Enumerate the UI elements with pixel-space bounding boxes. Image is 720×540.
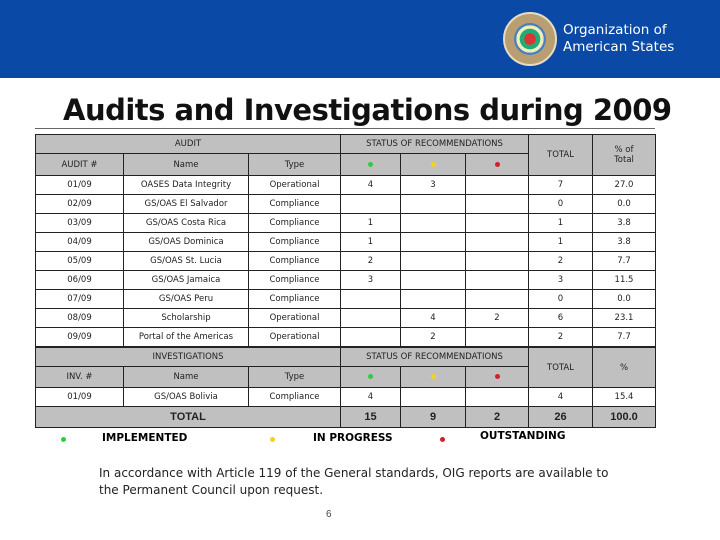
cell-g xyxy=(341,309,401,328)
cell-y xyxy=(401,195,466,214)
cell-y xyxy=(401,388,466,407)
page-number: 6 xyxy=(326,509,332,520)
implemented-legend-dot-icon xyxy=(61,437,66,442)
outstanding-dot-icon xyxy=(466,154,529,176)
table-row xyxy=(36,388,656,407)
cell-name: GS/OAS St. Lucia xyxy=(124,252,249,271)
investigations-group-header: INVESTIGATIONS xyxy=(36,348,341,367)
outstanding-dot-icon xyxy=(466,367,529,388)
legend-implemented: IMPLEMENTED xyxy=(102,432,188,444)
cell-num: 09/09 xyxy=(36,328,124,347)
cell-num: 03/09 xyxy=(36,214,124,233)
implemented-dot-icon xyxy=(341,154,401,176)
cell-num: 08/09 xyxy=(36,309,124,328)
cell-type: Compliance xyxy=(249,252,341,271)
cell-name: GS/OAS Jamaica xyxy=(124,271,249,290)
table-row xyxy=(36,309,656,328)
cell-r xyxy=(466,388,529,407)
cell-y xyxy=(401,214,466,233)
col-name: Name xyxy=(124,154,249,176)
cell-pct: 3.8 xyxy=(593,233,656,252)
cell-y: 2 xyxy=(401,328,466,347)
cell-num: 06/09 xyxy=(36,271,124,290)
cell-y xyxy=(401,290,466,309)
total-header: TOTAL xyxy=(529,348,593,388)
table-row xyxy=(36,271,656,290)
page-title: Audits and Investigations during 2009 xyxy=(63,93,672,127)
col-name: Name xyxy=(124,367,249,388)
totals-row xyxy=(36,407,656,428)
pct-header: % of Total xyxy=(593,135,656,176)
in-progress-dot-icon xyxy=(401,367,466,388)
table-row xyxy=(36,176,656,195)
col-inv-num: INV. # xyxy=(36,367,124,388)
org-name-line2: American States xyxy=(563,39,675,55)
cell-total: 2 xyxy=(529,252,593,271)
in-progress-legend-dot-icon xyxy=(270,437,275,442)
cell-g: 1 xyxy=(341,214,401,233)
cell-name: OASES Data Integrity xyxy=(124,176,249,195)
cell-type: Operational xyxy=(249,176,341,195)
table-row xyxy=(36,195,656,214)
table-row xyxy=(36,252,656,271)
cell-pct: 11.5 xyxy=(593,271,656,290)
cell-name: Scholarship xyxy=(124,309,249,328)
cell-pct: 7.7 xyxy=(593,328,656,347)
legend-in-progress: IN PROGRESS xyxy=(313,432,393,444)
cell-name: GS/OAS Costa Rica xyxy=(124,214,249,233)
cell-r xyxy=(466,233,529,252)
cell-y xyxy=(401,271,466,290)
cell-num: 07/09 xyxy=(36,290,124,309)
cell-r xyxy=(466,214,529,233)
cell-pct: 27.0 xyxy=(593,176,656,195)
cell-r xyxy=(466,195,529,214)
total-r: 2 xyxy=(466,407,529,428)
audits-table xyxy=(35,134,656,347)
cell-type: Compliance xyxy=(249,290,341,309)
status-header: STATUS OF RECOMMENDATIONS xyxy=(341,135,529,154)
totals-label: TOTAL xyxy=(36,407,341,428)
cell-name: Portal of the Americas xyxy=(124,328,249,347)
implemented-dot-icon xyxy=(341,367,401,388)
total-g: 15 xyxy=(341,407,401,428)
cell-type: Operational xyxy=(249,309,341,328)
table-row xyxy=(36,328,656,347)
cell-g: 1 xyxy=(341,233,401,252)
cell-pct: 0.0 xyxy=(593,195,656,214)
cell-type: Compliance xyxy=(249,195,341,214)
org-name-line1: Organization of xyxy=(563,22,667,38)
audit-group-header: AUDIT xyxy=(36,135,341,154)
cell-total: 0 xyxy=(529,290,593,309)
cell-g: 3 xyxy=(341,271,401,290)
cell-r xyxy=(466,176,529,195)
in-progress-dot-icon xyxy=(401,154,466,176)
pct-header: % xyxy=(593,348,656,388)
cell-g xyxy=(341,290,401,309)
cell-g xyxy=(341,195,401,214)
cell-type: Operational xyxy=(249,328,341,347)
col-audit-num: AUDIT # xyxy=(36,154,124,176)
cell-num: 04/09 xyxy=(36,233,124,252)
cell-type: Compliance xyxy=(249,271,341,290)
cell-total: 3 xyxy=(529,271,593,290)
cell-g: 4 xyxy=(341,388,401,407)
cell-y xyxy=(401,233,466,252)
cell-total: 6 xyxy=(529,309,593,328)
cell-y: 3 xyxy=(401,176,466,195)
status-header: STATUS OF RECOMMENDATIONS xyxy=(341,348,529,367)
cell-r: 2 xyxy=(466,309,529,328)
table-row xyxy=(36,233,656,252)
cell-total: 2 xyxy=(529,328,593,347)
cell-g: 2 xyxy=(341,252,401,271)
cell-type: Compliance xyxy=(249,233,341,252)
cell-pct: 7.7 xyxy=(593,252,656,271)
cell-total: 0 xyxy=(529,195,593,214)
cell-total: 1 xyxy=(529,214,593,233)
cell-type: Compliance xyxy=(249,388,341,407)
cell-name: GS/OAS Bolivia xyxy=(124,388,249,407)
cell-type: Compliance xyxy=(249,214,341,233)
cell-num: 01/09 xyxy=(36,388,124,407)
col-type: Type xyxy=(249,154,341,176)
cell-y xyxy=(401,252,466,271)
cell-total: 1 xyxy=(529,233,593,252)
total-y: 9 xyxy=(401,407,466,428)
total-total: 26 xyxy=(529,407,593,428)
outstanding-legend-dot-icon xyxy=(440,437,445,442)
table-row xyxy=(36,290,656,309)
total-header: TOTAL xyxy=(529,135,593,176)
org-name xyxy=(563,22,674,56)
cell-r xyxy=(466,271,529,290)
cell-r xyxy=(466,328,529,347)
cell-num: 01/09 xyxy=(36,176,124,195)
cell-name: GS/OAS Dominica xyxy=(124,233,249,252)
col-type: Type xyxy=(249,367,341,388)
total-pct: 100.0 xyxy=(593,407,656,428)
cell-y: 4 xyxy=(401,309,466,328)
cell-pct: 15.4 xyxy=(593,388,656,407)
footnote: In accordance with Article 119 of the General standards, OIG reports are available to the Permanent Council upon request. xyxy=(99,466,609,497)
title-divider xyxy=(35,128,655,129)
cell-g xyxy=(341,328,401,347)
cell-pct: 0.0 xyxy=(593,290,656,309)
cell-name: GS/OAS El Salvador xyxy=(124,195,249,214)
cell-num: 05/09 xyxy=(36,252,124,271)
cell-r xyxy=(466,252,529,271)
cell-g: 4 xyxy=(341,176,401,195)
cell-num: 02/09 xyxy=(36,195,124,214)
legend-outstanding: OUTSTANDING xyxy=(480,430,566,442)
cell-pct: 3.8 xyxy=(593,214,656,233)
cell-name: GS/OAS Peru xyxy=(124,290,249,309)
investigations-table xyxy=(35,347,656,428)
cell-total: 4 xyxy=(529,388,593,407)
table-row xyxy=(36,214,656,233)
cell-total: 7 xyxy=(529,176,593,195)
cell-pct: 23.1 xyxy=(593,309,656,328)
oas-seal-logo xyxy=(503,12,557,66)
header-banner xyxy=(0,0,720,78)
cell-r xyxy=(466,290,529,309)
